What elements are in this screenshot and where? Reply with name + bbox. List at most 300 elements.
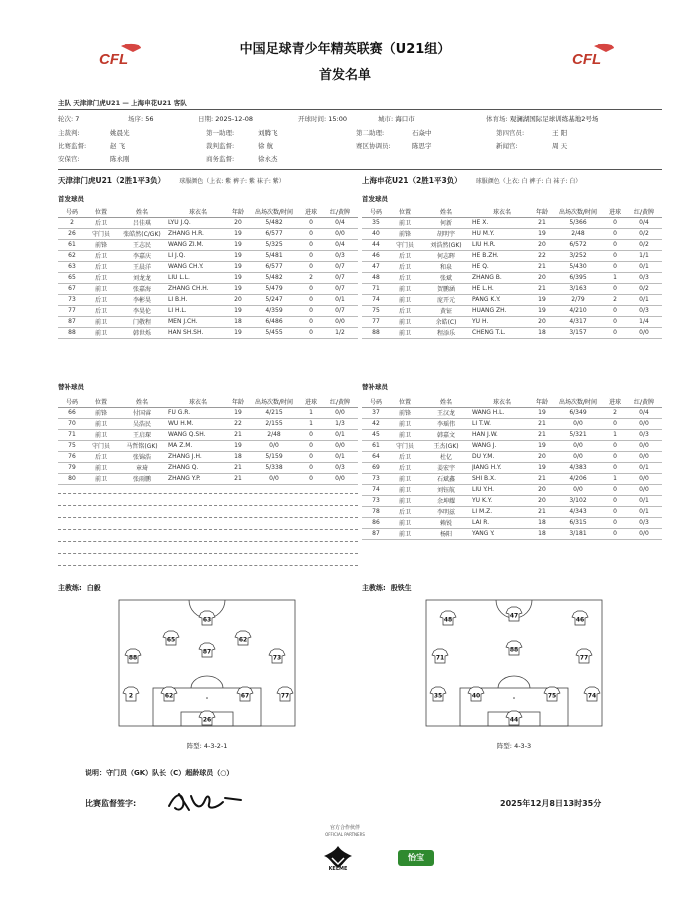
cell-age: 19	[228, 228, 248, 239]
cell-cards: 0/0	[322, 228, 358, 239]
column-header-age: 年龄	[532, 396, 552, 407]
cell-apps-minutes: 5/482	[248, 217, 300, 228]
home-subs-label: 替补球员	[58, 383, 84, 391]
kelme-logo-text: KELME	[328, 866, 348, 872]
cell-name: 韩嘉文	[420, 429, 472, 440]
cell-name: 胡明宇	[420, 228, 472, 239]
cell-cards: 0/1	[322, 294, 358, 305]
cell-name: 马哲铭(GK)	[116, 440, 168, 451]
table-row	[362, 272, 662, 283]
cell-goals: 0	[604, 440, 626, 451]
shirt-number: 71	[435, 654, 445, 662]
cell-position: 后卫	[390, 250, 420, 261]
cell-number: 64	[362, 451, 390, 462]
cell-apps-minutes: 5/321	[552, 429, 604, 440]
cell-age: 19	[532, 462, 552, 473]
cell-shirt-name: LI H.L.	[168, 305, 228, 316]
player-shirt	[432, 649, 448, 663]
table-row	[58, 272, 358, 283]
table-row	[362, 484, 662, 495]
cell-age: 19	[532, 228, 552, 239]
cell-age: 21	[532, 217, 552, 228]
round: 7	[75, 115, 80, 123]
handwritten-signature	[165, 786, 245, 816]
document-subtitle: 首发名单	[318, 68, 371, 83]
column-header-shirt-name: 球衣名	[472, 396, 532, 407]
cell-shirt-name: LI B.H.	[168, 294, 228, 305]
cell-shirt-name: ZHANG Q.	[168, 462, 228, 473]
empty-row-line	[58, 517, 358, 518]
cell-name: 程添乐	[420, 327, 472, 338]
empty-row-line	[58, 565, 358, 566]
cell-number: 86	[362, 517, 390, 528]
cell-age: 21	[532, 418, 552, 429]
cell-cards: 0/0	[322, 316, 358, 327]
cell-goals: 0	[300, 239, 322, 250]
cell-position: 前卫	[390, 495, 420, 506]
cell-name: 贺鹏涵	[420, 283, 472, 294]
cell-goals: 0	[604, 495, 626, 506]
cell-apps-minutes: 3/163	[552, 283, 604, 294]
cell-apps-minutes: 6/577	[248, 228, 300, 239]
cell-age: 21	[228, 473, 248, 484]
cell-shirt-name: HAN SH.SH.	[168, 327, 228, 338]
cell-number: 73	[362, 495, 390, 506]
cell-position: 后卫	[390, 451, 420, 462]
cell-number: 70	[58, 418, 86, 429]
column-header-age: 年龄	[532, 206, 552, 217]
cell-shirt-name: LIU H.R.	[472, 239, 532, 250]
cell-number: 26	[58, 228, 86, 239]
cell-cards: 0/2	[626, 228, 662, 239]
player-shirt	[199, 643, 215, 657]
cell-number: 42	[362, 418, 390, 429]
cell-position: 后卫	[86, 305, 116, 316]
player-shirt	[123, 687, 139, 701]
player-shirt	[576, 649, 592, 663]
cell-goals: 0	[300, 283, 322, 294]
cell-name: 何新	[420, 217, 472, 228]
cell-apps-minutes: 5/159	[248, 451, 300, 462]
cell-goals: 0	[604, 517, 626, 528]
cell-number: 61	[58, 239, 86, 250]
cell-shirt-name: WU H.M.	[168, 418, 228, 429]
shirt-number: 77	[280, 692, 290, 700]
shirt-number: 67	[240, 692, 250, 700]
legend-note: 说明：守门员（GK）队长（C）超龄球员（○）	[85, 769, 234, 777]
column-header-goals: 进球	[300, 206, 322, 217]
cell-age: 20	[532, 451, 552, 462]
table-header-row	[58, 206, 358, 217]
cell-goals: 0	[604, 451, 626, 462]
column-header-number: 号码	[58, 396, 86, 407]
cell-name: 王汉龙	[420, 407, 472, 418]
cell-position: 守门员	[86, 228, 116, 239]
cell-cards: 0/7	[322, 261, 358, 272]
cell-cards: 0/1	[322, 429, 358, 440]
cell-number: 73	[362, 473, 390, 484]
yibao-logo: 怡宝	[398, 850, 434, 866]
cell-number: 75	[58, 440, 86, 451]
cell-position: 后卫	[86, 451, 116, 462]
cell-age: 19	[532, 440, 552, 451]
divider	[58, 109, 662, 110]
cell-number: 45	[362, 429, 390, 440]
cell-name: 韩世烁	[116, 327, 168, 338]
cell-cards: 1/2	[322, 327, 358, 338]
cell-shirt-name: HU M.Y.	[472, 228, 532, 239]
cell-number: 63	[58, 261, 86, 272]
cell-apps-minutes: 5/247	[248, 294, 300, 305]
home-kit-colors: 球服颜色（上衣: 紫 裤子: 紫 袜子: 紫）	[179, 178, 285, 185]
cell-age: 20	[532, 495, 552, 506]
table-row	[362, 451, 662, 462]
officials: 主裁判: 姚晨光 第一助理: 刘腾飞 第二助理: 石焱中 第四官员: 王 阳 比赛监督: 赵 飞 裁判监督: 徐 航 赛区协调员: 陈思宇 新闻官: 周 天 安保官: 陈永刚 商务监督: 徐永杰	[58, 129, 568, 163]
cell-position: 前卫	[390, 517, 420, 528]
cell-age: 19	[228, 250, 248, 261]
cell-apps-minutes: 4/210	[552, 305, 604, 316]
cell-goals: 0	[604, 217, 626, 228]
cell-shirt-name: WANG ZI.M.	[168, 239, 228, 250]
cell-shirt-name: YU K.Y.	[472, 495, 532, 506]
cell-position: 后卫	[390, 261, 420, 272]
cell-shirt-name: CHENG T.L.	[472, 327, 532, 338]
away-label: 客队	[173, 99, 187, 107]
cell-name: 张锦浩	[116, 451, 168, 462]
cell-apps-minutes: 3/181	[552, 528, 604, 539]
cell-name: 刘龙龙	[116, 272, 168, 283]
cell-cards: 0/1	[626, 495, 662, 506]
table-header-row	[362, 206, 662, 217]
table-row	[58, 418, 358, 429]
table-row	[58, 283, 358, 294]
home-formation-pitch	[117, 598, 297, 728]
cell-number: 37	[362, 407, 390, 418]
cell-apps-minutes: 2/155	[248, 418, 300, 429]
cell-number: 2	[58, 217, 86, 228]
cell-name: 付国睿	[116, 407, 168, 418]
cell-shirt-name: LI J.Q.	[168, 250, 228, 261]
cell-cards: 0/4	[626, 407, 662, 418]
shirt-number: 40	[471, 692, 481, 700]
player-shirt	[161, 687, 177, 701]
shirt-number: 47	[509, 612, 519, 620]
cell-cards: 0/2	[626, 283, 662, 294]
cell-name: 李彬昊	[116, 294, 168, 305]
cell-number: 71	[58, 429, 86, 440]
assistant-referee-2: 石焱中	[412, 129, 432, 137]
column-header-cards: 红/黄牌	[322, 396, 358, 407]
player-shirt	[277, 687, 293, 701]
cell-goals: 0	[300, 261, 322, 272]
cell-cards: 0/0	[626, 440, 662, 451]
cell-shirt-name: HUANG ZH.	[472, 305, 532, 316]
cell-shirt-name: HAN J.W.	[472, 429, 532, 440]
table-header-row	[58, 396, 358, 407]
cell-shirt-name: DU Y.M.	[472, 451, 532, 462]
cell-apps-minutes: 6/486	[248, 316, 300, 327]
cell-apps-minutes: 6/395	[552, 272, 604, 283]
cell-apps-minutes: 4/317	[552, 316, 604, 327]
cell-position: 前锋	[390, 407, 420, 418]
cell-number: 65	[58, 272, 86, 283]
cell-position: 后卫	[86, 294, 116, 305]
shirt-number: 63	[202, 616, 212, 624]
empty-row-line	[58, 505, 358, 506]
shirt-number: 2	[128, 692, 134, 700]
column-header-position: 位置	[86, 206, 116, 217]
cell-cards: 0/7	[322, 283, 358, 294]
cell-number: 40	[362, 228, 390, 239]
cell-shirt-name: SHI B.X.	[472, 473, 532, 484]
cell-number: 44	[362, 239, 390, 250]
match-number: 56	[145, 115, 154, 123]
referee: 姚晨光	[110, 129, 130, 137]
match-line	[58, 98, 658, 108]
cell-goals: 0	[300, 228, 322, 239]
cell-apps-minutes: 5/479	[248, 283, 300, 294]
cell-goals: 0	[300, 429, 322, 440]
cell-shirt-name: LYU J.Q.	[168, 217, 228, 228]
referee-assessor: 徐 航	[258, 142, 274, 150]
cell-number: 67	[58, 283, 86, 294]
cell-age: 21	[532, 473, 552, 484]
cell-shirt-name: JIANG H.Y.	[472, 462, 532, 473]
cell-cards: 0/3	[626, 429, 662, 440]
cell-goals: 2	[604, 407, 626, 418]
column-header-number: 号码	[362, 206, 390, 217]
cell-position: 前锋	[86, 407, 116, 418]
cell-name: 李明兹	[420, 506, 472, 517]
supervisor-signature-label: 比赛监督签字:	[85, 799, 137, 808]
table-row	[362, 418, 662, 429]
cell-age: 19	[228, 283, 248, 294]
column-header-age: 年龄	[228, 206, 248, 217]
cell-position: 前卫	[86, 473, 116, 484]
cell-shirt-name: ZHANG CH.H.	[168, 283, 228, 294]
away-formation-pitch	[424, 598, 604, 728]
table-row	[58, 407, 358, 418]
cell-goals: 1	[604, 473, 626, 484]
column-header-age: 年龄	[228, 396, 248, 407]
cell-shirt-name: LIU L.L.	[168, 272, 228, 283]
cell-age: 22	[532, 250, 552, 261]
cell-number: 69	[362, 462, 390, 473]
penalty-spot	[513, 697, 515, 699]
column-header-shirt-name: 球衣名	[168, 396, 228, 407]
cell-cards: 0/1	[626, 506, 662, 517]
away-coach: 主教练: 殷铁生	[362, 584, 412, 592]
signature-datetime: 2025年12月8日13时35分	[500, 799, 602, 808]
player-shirt	[430, 687, 446, 701]
cell-age: 19	[228, 261, 248, 272]
cell-shirt-name: HE Q.	[472, 261, 532, 272]
shirt-number: 77	[579, 654, 589, 662]
shirt-number: 74	[587, 692, 597, 700]
column-header-goals: 进球	[300, 396, 322, 407]
cell-goals: 2	[300, 272, 322, 283]
home-formation: 阵型: 4-3-2-1	[186, 742, 228, 750]
penalty-arc	[498, 676, 530, 688]
table-row	[362, 517, 662, 528]
home-label: 主队	[58, 99, 71, 107]
home-team-header: 天津津门虎U21（2胜1平3负） 球服颜色（上衣: 紫 裤子: 紫 袜子: 紫）	[58, 176, 285, 185]
cell-name: 吴浩民	[116, 418, 168, 429]
table-row	[58, 239, 358, 250]
cell-name: 李昊伦	[116, 305, 168, 316]
cell-position: 前卫	[86, 429, 116, 440]
cell-apps-minutes: 5/430	[552, 261, 604, 272]
venue-coordinator: 陈思宇	[412, 142, 432, 150]
match-supervisor: 赵 飞	[110, 142, 126, 150]
cell-shirt-name: WANG Q.SH.	[168, 429, 228, 440]
assistant-referee-1: 刘腾飞	[258, 129, 278, 137]
cell-shirt-name: LAI R.	[472, 517, 532, 528]
cell-age: 19	[228, 305, 248, 316]
column-header-shirt-name: 球衣名	[472, 206, 532, 217]
shirt-number: 73	[272, 654, 282, 662]
cell-cards: 0/0	[626, 473, 662, 484]
table-row	[58, 217, 358, 228]
cell-age: 19	[532, 407, 552, 418]
away-subs-table	[362, 396, 662, 540]
cell-cards: 0/4	[322, 239, 358, 250]
cell-number: 77	[362, 316, 390, 327]
cell-cards: 0/0	[626, 484, 662, 495]
cell-age: 18	[228, 451, 248, 462]
player-shirt	[544, 687, 560, 701]
cell-cards: 0/0	[626, 528, 662, 539]
cell-number: 73	[58, 294, 86, 305]
home-team-name: 天津津门虎U21	[73, 99, 121, 107]
cell-number: 79	[58, 462, 86, 473]
table-row	[362, 294, 662, 305]
cell-goals: 0	[604, 506, 626, 517]
cell-number: 87	[58, 316, 86, 327]
away-kit-colors: 球服颜色（上衣: 白 裤子: 白 袜子: 白）	[475, 178, 582, 185]
cell-apps-minutes: 3/252	[552, 250, 604, 261]
column-header-cards: 红/黄牌	[626, 396, 662, 407]
column-header-apps-minutes: 出场次数/时间	[552, 396, 604, 407]
empty-row-line	[58, 493, 358, 494]
cell-shirt-name: LI T.W.	[472, 418, 532, 429]
cell-name: 王志民	[116, 239, 168, 250]
cell-goals: 0	[604, 250, 626, 261]
cell-number: 87	[362, 528, 390, 539]
cell-position: 前卫	[390, 484, 420, 495]
cell-apps-minutes: 0/0	[552, 440, 604, 451]
cell-apps-minutes: 4/215	[248, 407, 300, 418]
cell-number: 88	[58, 327, 86, 338]
cell-apps-minutes: 6/315	[552, 517, 604, 528]
city: 海口市	[395, 115, 415, 123]
cell-age: 19	[228, 407, 248, 418]
cell-apps-minutes: 5/338	[248, 462, 300, 473]
shirt-number: 62	[164, 692, 174, 700]
cell-position: 前卫	[390, 283, 420, 294]
cell-number: 47	[362, 261, 390, 272]
cell-name: 何志晖	[420, 250, 472, 261]
cell-position: 后卫	[86, 250, 116, 261]
cell-apps-minutes: 5/366	[552, 217, 604, 228]
empty-row-line	[58, 553, 358, 554]
cell-goals: 0	[604, 528, 626, 539]
shirt-number: 88	[128, 654, 138, 662]
shirt-number: 65	[166, 636, 176, 644]
cell-cards: 0/2	[626, 239, 662, 250]
cell-name: 杜亿	[420, 451, 472, 462]
shirt-number: 62	[238, 636, 248, 644]
table-row	[362, 506, 662, 517]
column-header-cards: 红/黄牌	[322, 206, 358, 217]
cell-position: 前卫	[86, 327, 116, 338]
column-header-cards: 红/黄牌	[626, 206, 662, 217]
table-row	[362, 316, 662, 327]
commercial-supervisor: 徐永杰	[258, 155, 278, 163]
home-starters-label: 首发球员	[58, 195, 84, 203]
player-shirt	[125, 649, 141, 663]
cell-age: 18	[532, 517, 552, 528]
cell-age: 21	[532, 429, 552, 440]
cell-name: 余坤耀	[420, 495, 472, 506]
cell-name: 张皓然(C/GK)	[116, 228, 168, 239]
cell-age: 19	[228, 440, 248, 451]
column-header-name: 姓名	[420, 396, 472, 407]
cell-goals: 0	[300, 305, 322, 316]
cell-cards: 1/1	[626, 250, 662, 261]
cell-cards: 0/0	[626, 418, 662, 429]
cell-goals: 0	[604, 305, 626, 316]
cell-number: 48	[362, 272, 390, 283]
column-header-number: 号码	[58, 206, 86, 217]
cell-cards: 0/1	[626, 261, 662, 272]
cell-name: 姜宏宇	[420, 462, 472, 473]
cell-position: 前卫	[86, 418, 116, 429]
column-header-goals: 进球	[604, 396, 626, 407]
player-shirt	[572, 611, 588, 625]
cfl-logo-text: CFL	[99, 51, 129, 68]
player-shirt	[584, 687, 600, 701]
table-row	[362, 440, 662, 451]
kickoff-time: 15:00	[328, 115, 348, 123]
table-row	[362, 283, 662, 294]
empty-row-line	[58, 529, 358, 530]
shirt-number: 35	[433, 692, 443, 700]
player-shirt	[199, 611, 215, 625]
cell-apps-minutes: 5/482	[248, 272, 300, 283]
cell-cards: 0/1	[322, 451, 358, 462]
away-starters-label: 首发球员	[362, 195, 388, 203]
table-row	[362, 261, 662, 272]
cell-cards: 0/3	[322, 462, 358, 473]
table-row	[58, 316, 358, 327]
cell-shirt-name: HE X.	[472, 217, 532, 228]
cell-position: 前卫	[390, 418, 420, 429]
cell-position: 后卫	[86, 217, 116, 228]
cell-position: 前卫	[390, 327, 420, 338]
table-row	[58, 440, 358, 451]
cell-shirt-name: HE L.H.	[472, 283, 532, 294]
cell-position: 前卫	[390, 473, 420, 484]
cell-goals: 0	[300, 440, 322, 451]
cell-shirt-name: HE B.ZH.	[472, 250, 532, 261]
cell-number: 46	[362, 250, 390, 261]
shirt-number: 88	[509, 646, 519, 654]
cell-cards: 0/0	[322, 473, 358, 484]
cell-apps-minutes: 2/79	[552, 294, 604, 305]
cell-apps-minutes: 6/349	[552, 407, 604, 418]
cell-name: 庞开元	[420, 294, 472, 305]
